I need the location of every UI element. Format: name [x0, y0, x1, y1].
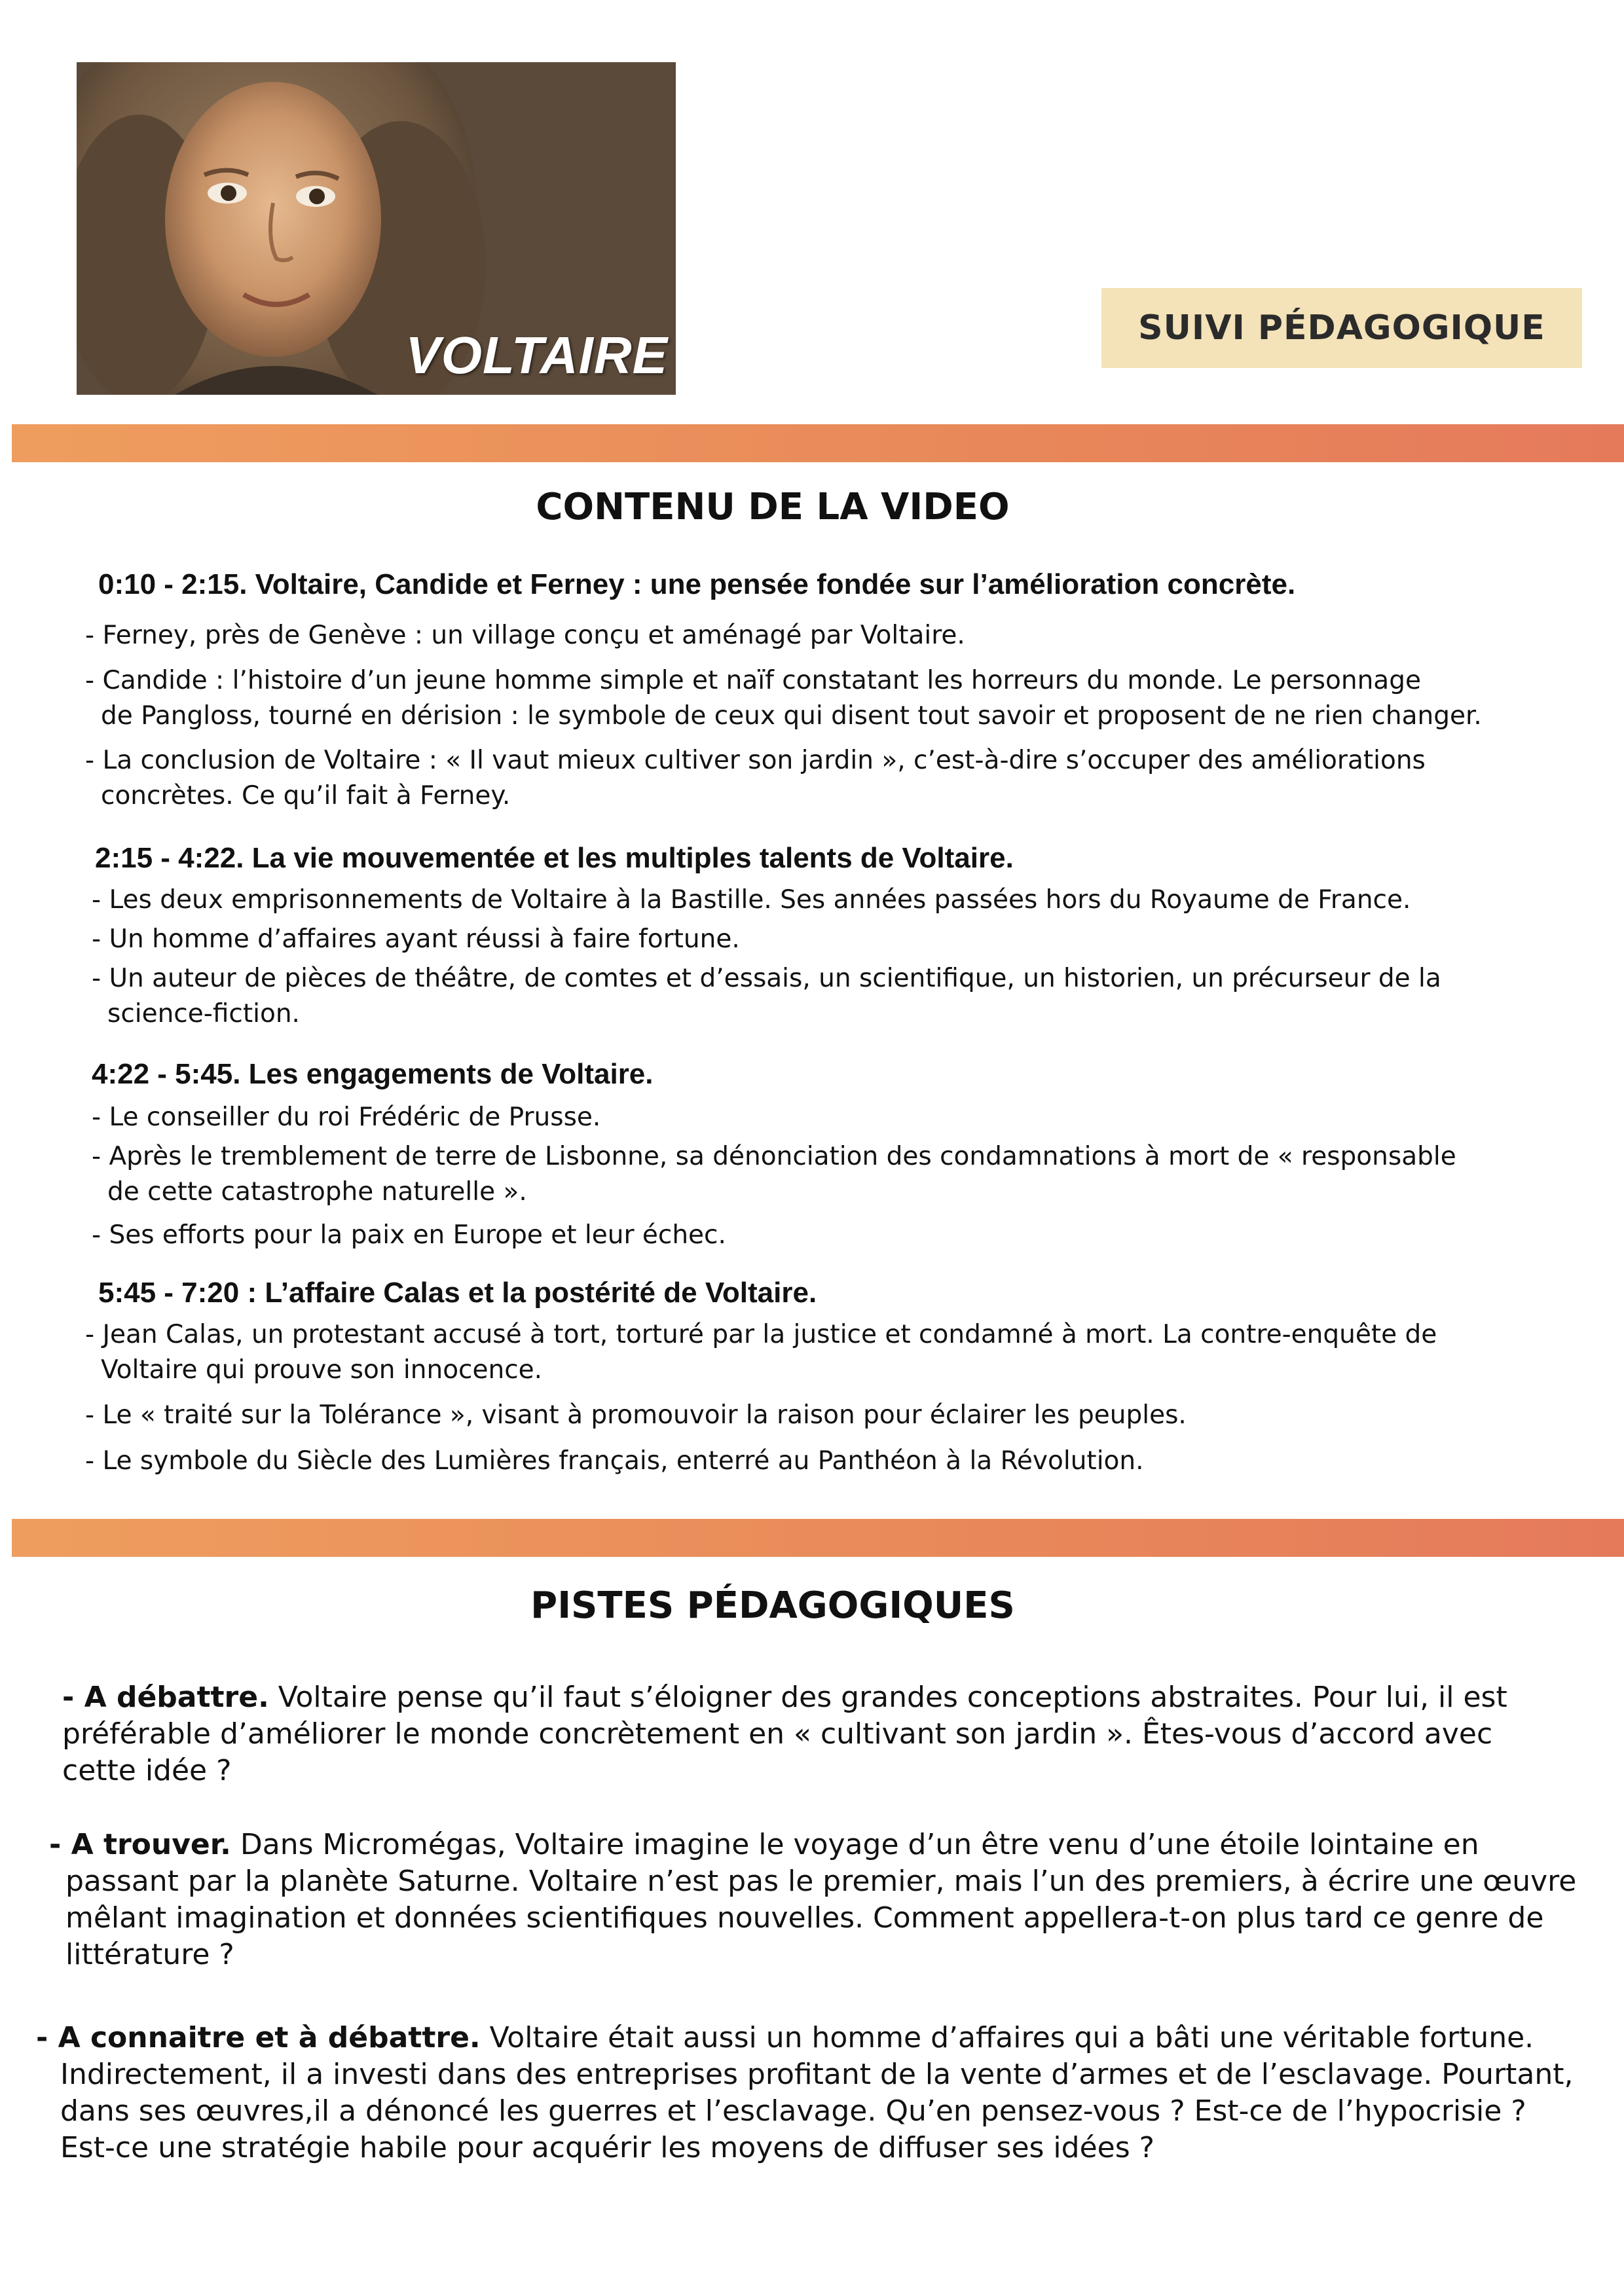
segment-bullet [92, 1100, 600, 1135]
piste-line: dans ses œuvres,il a dénoncé les guerres et l’esclavage. Qu’en pensez-vous ? Est-ce de l’hypocrisie ? [60, 2094, 1526, 2128]
segment-bullet [92, 961, 1441, 1032]
piste-line: Voltaire pense qu’il faut s’éloigner des grandes conceptions abstraites. Pour lui, il est [268, 1681, 1507, 1714]
segment-bullet [92, 1139, 1456, 1210]
segment-bullet [85, 743, 1426, 814]
piste-line: passant par la planète Saturne. Voltaire n’est pas le premier, mais l’un des premiers, à écrire une œuvre [65, 1865, 1577, 1898]
piste-lead: - A trouver. [49, 1828, 231, 1861]
piste-item [36, 2020, 1574, 2166]
bullet-line: - Les deux emprisonnements de Voltaire à la Bastille. Ses années passées hors du Royaume de France. [92, 885, 1411, 915]
segment-bullet [92, 922, 740, 957]
piste-lead: - A débattre. [62, 1681, 269, 1714]
bullet-line: concrètes. Ce qu’il fait à Ferney. [101, 781, 511, 811]
segment-bullet [85, 1317, 1437, 1388]
bullet-line: - Après le tremblement de terre de Lisbonne, sa dénonciation des condamnations à mort de « responsable [92, 1142, 1456, 1171]
segment-bullet [92, 1218, 726, 1253]
bullet-line: - Candide : l’histoire d’un jeune homme simple et naïf constatant les horreurs du monde. Le personnage [85, 666, 1421, 695]
contenu-title: CONTENU DE LA VIDEO [536, 486, 1010, 528]
segment-heading: 2:15 - 4:22. La vie mouvementée et les multiples talents de Voltaire. [95, 842, 1014, 874]
bullet-line: - Un homme d’affaires ayant réussi à faire fortune. [92, 924, 740, 954]
portrait-caption: VOLTAIRE [405, 326, 668, 384]
piste-line: mêlant imagination et données scientifiques nouvelles. Comment appellera-t-on plus tard ce genre de [65, 1901, 1544, 1935]
segment-bullet [85, 663, 1482, 734]
suivi-pedagogique-badge: SUIVI PÉDAGOGIQUE [1101, 288, 1582, 368]
segment-bullet [85, 1398, 1187, 1433]
piste-line: Est-ce une stratégie habile pour acquérir les moyens de diffuser ses idées ? [60, 2131, 1154, 2164]
piste-line: cette idée ? [62, 1754, 232, 1787]
piste-line: littérature ? [65, 1938, 234, 1971]
bullet-line: science-fiction. [107, 999, 300, 1029]
piste-line: préférable d’améliorer le monde concrètement en « cultivant son jardin ». Êtes-vous d’accord avec [62, 1717, 1493, 1751]
bullet-line: - Le symbole du Siècle des Lumières français, enterré au Panthéon à la Révolution. [85, 1446, 1144, 1476]
segment-bullet [85, 1444, 1144, 1479]
bullet-line: Voltaire qui prouve son innocence. [101, 1355, 543, 1385]
bullet-line: - Un auteur de pièces de théâtre, de comtes et d’essais, un scientifique, un historien, un précurseur de la [92, 964, 1441, 993]
piste-line: Dans Micromégas, Voltaire imagine le voyage d’un être venu d’une étoile lointaine en [231, 1828, 1479, 1861]
bullet-line: - Le « traité sur la Tolérance », visant à promouvoir la raison pour éclairer les peuples. [85, 1400, 1187, 1430]
piste-lead: - A connaitre et à débattre. [36, 2021, 481, 2054]
bullet-line: - Le conseiller du roi Frédéric de Prusse. [92, 1102, 601, 1132]
bullet-line: - Jean Calas, un protestant accusé à tort, torturé par la justice et condamné à mort. La contre-enquête de [85, 1320, 1437, 1349]
pistes-title: PISTES PÉDAGOGIQUES [530, 1584, 1015, 1627]
segment-bullet [85, 618, 965, 653]
segment-bullet [92, 883, 1411, 918]
bullet-line: - Ses efforts pour la paix en Europe et leur échec. [92, 1220, 726, 1250]
piste-item [49, 1827, 1577, 1973]
bullet-line: de Pangloss, tourné en dérision : le symbole de ceux qui disent tout savoir et proposent de ne rien changer. [101, 701, 1482, 731]
bullet-line: - Ferney, près de Genève : un village conçu et aménagé par Voltaire. [85, 621, 965, 650]
segment-heading: 5:45 - 7:20 : L’affaire Calas et la postérité de Voltaire. [98, 1277, 817, 1309]
bullet-line: de cette catastrophe naturelle ». [107, 1177, 527, 1207]
section-divider-band [12, 424, 1624, 462]
piste-item [62, 1679, 1568, 1789]
bullet-line: - La conclusion de Voltaire : « Il vaut mieux cultiver son jardin », c’est-à-dire s’occuper des améliorations [85, 746, 1426, 775]
section-divider-band [12, 1519, 1624, 1557]
piste-line: Indirectement, il a investi dans des entreprises profitant de la vente d’armes et de l’esclavage. Pourtant, [60, 2058, 1574, 2091]
piste-line: Voltaire était aussi un homme d’affaires qui a bâti une véritable fortune. [480, 2021, 1534, 2054]
voltaire-portrait [77, 62, 676, 395]
segment-heading: 0:10 - 2:15. Voltaire, Candide et Ferney : une pensée fondée sur l’amélioration concrète. [98, 568, 1296, 600]
segment-heading: 4:22 - 5:45. Les engagements de Voltaire. [92, 1058, 654, 1090]
